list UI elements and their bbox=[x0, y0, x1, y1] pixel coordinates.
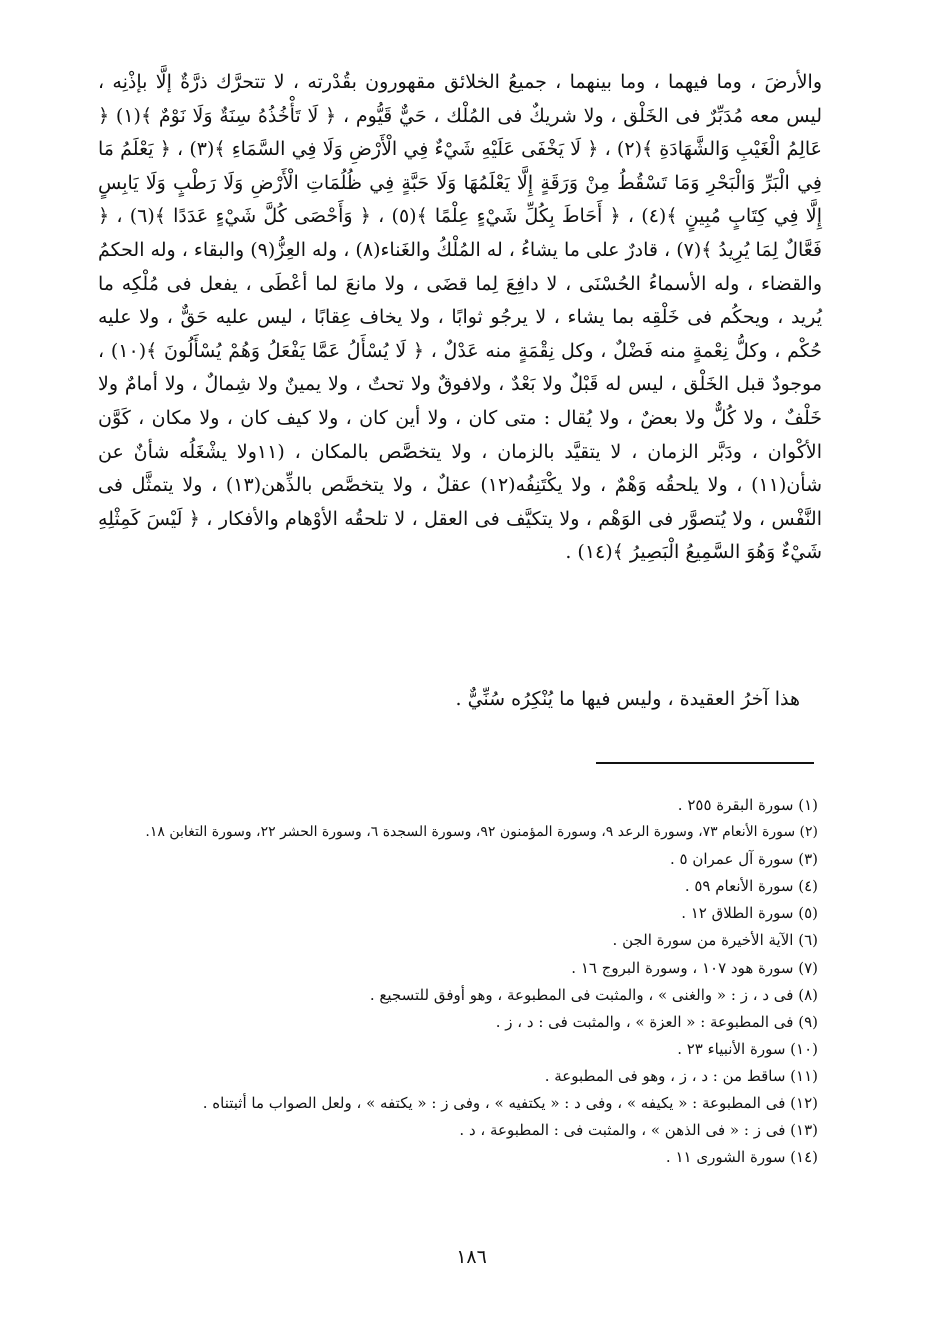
main-text bbox=[98, 66, 822, 570]
footnote-2: (٢) سورة الأنعام ٧٣، وسورة الرعد ٩، وسورة المؤمنون ٩٢، وسورة السجدة ٦، وسورة الحشر ٢٢، وسورة التغابن ١٨. bbox=[145, 824, 818, 841]
closing-line: هذا آخرُ العقيدة ، وليس فيها ما يُنْكِرُه سُنِّيٌّ . bbox=[455, 688, 800, 710]
footnotes bbox=[90, 792, 818, 1171]
footnote-8: (٨) فى د ، ز : « والغنى » ، والمثبت فى المطبوعة ، وهو أوفق للتسجيع . bbox=[369, 985, 818, 1004]
body-paragraph: والأرضَ ، وما فيهما ، وما بينهما ، جميعُ الخلائق مقهورون بقُدْرته ، لا تتحرَّك ذرَّةٌ إلَّا بإذْنِه ، ليس معه مُدَبِّرٌ فى الخَلْق ، ولا شريكٌ فى المُلْك ، حَيٌّ قَيُّوم ، ﴿ لَا تَأْخُذُهُ سِنَةٌ وَلَا نَوْمٌ ﴾(١) ﴿ عَالِمُ الْغَيْبِ وَالشَّهَادَةِ ﴾(٢) ، ﴿ لَا يَخْفَى عَلَيْهِ شَيْءٌ فِي الْأَرْضِ وَلَا فِي السَّمَاءِ ﴾(٣) ، ﴿ يَعْلَمُ مَا فِي الْبَرِّ وَالْبَحْرِ وَمَا تَسْقُطُ مِنْ وَرَقَةٍ إِلَّا يَعْلَمُهَا وَلَا حَبَّةٍ فِي ظُلُمَاتِ الْأَرْضِ وَلَا رَطْبٍ وَلَا يَابِسٍ إِلَّا فِي كِتَابٍ مُبِينٍ ﴾(٤) ، ﴿ أَحَاطَ بِكُلِّ شَيْءٍ عِلْمًا ﴾(٥) ، ﴿ وَأَحْصَى كُلَّ شَيْءٍ عَدَدًا ﴾(٦) ، ﴿ فَعَّالٌ لِمَا يُرِيدُ ﴾(٧) ، قادرٌ على ما يشاءُ ، له المُلْكُ والغَناء(٨) ، وله العِزُّ(٩) والبقاء ، وله الحكمُ والقضاء ، وله الأسماءُ الحُسْنَى ، لا دافِعَ لِما قضَى ، ولا مانعَ لما أعْطَى ، يفعل فى مُلْكِه ما يُريد ، ويحكُم فى خَلْقِه بما يشاء ، لا يرجُو ثوابًا ، ولا يخاف عِقابًا ، ليس عليه حَقٌّ ، ولا عليه حُكْم ، وكلُّ نِعْمةٍ منه فَضْلٌ ، وكل نِقْمَةٍ منه عَدْلٌ ، ﴿ لَا يُسْأَلُ عَمَّا يَفْعَلُ وَهُمْ يُسْأَلُونَ ﴾(١٠) ، موجودٌ قبل الخَلْق ، ليس له قَبْلٌ ولا بَعْدٌ ، ولافوقٌ ولا تحتٌ ، ولا يمينٌ ولا شِمالٌ ، ولا أمامٌ ولا خَلْفٌ ، ولا كُلٌّ ولا بعضٌ ، ولا يُقال : متى كان ، ولا أين كان ، ولا كيف كان ، ولا مكان ، كَوَّن الأكْوان ، ودَبَّر الزمان ، لا يتقيَّد بالزمان ، ولا يتخصَّص بالمكان ، (١١ولا يشْغَلُه شأنٌ عن شأن(١١) ، ولا يلحقُه وَهْمٌ ، ولا يكْتَنِفُه(١٢) عقلٌ ، ولا يتخصَّص بالذِّهن(١٣) ، ولا يتمثَّل فى النَّفْس ، ولا يُتصوَّر فى الوَهْم ، ولا يتكيَّف فى العقل ، لا تلحقُه الأوْهام والأفكار ، ﴿ لَيْسَ كَمِثْلِهِ شَيْءٌ وَهُوَ السَّمِيعُ الْبَصِيرُ ﴾(١٤) . bbox=[98, 71, 823, 564]
footnote-11: (١١) ساقط من : د ، ز ، وهو فى المطبوعة . bbox=[544, 1066, 818, 1085]
footnote-12: (١٢) فى المطبوعة : « يكيفه » ، وفى د : « يكتفيه » ، وفى ز : « يكتفه » ، ولعل الصواب ما أثبتناه . bbox=[202, 1094, 818, 1113]
footnote-1: (١) سورة البقرة ٢٥٥ . bbox=[677, 796, 818, 814]
footnote-14: (١٤) سورة الشورى ١١ . bbox=[665, 1148, 818, 1167]
footnote-5: (٥) سورة الطلاق ١٢ . bbox=[681, 904, 818, 923]
footnote-6: (٦) الآية الأخيرة من سورة الجن . bbox=[612, 931, 818, 950]
footnote-3: (٣) سورة آل عمران ٥ . bbox=[669, 850, 818, 869]
footnote-7: (٧) سورة هود ١٠٧ ، وسورة البروج ١٦ . bbox=[571, 958, 818, 977]
footnote-separator bbox=[596, 762, 814, 764]
page-number: ١٨٦ bbox=[456, 1246, 487, 1268]
footnote-9: (٩) فى المطبوعة : « العزة » ، والمثبت فى : د ، ز . bbox=[495, 1012, 818, 1031]
footnote-13: (١٣) فى ز : « فى الذهن » ، والمثبت فى : المطبوعة ، د . bbox=[459, 1121, 818, 1140]
footnote-4: (٤) سورة الأنعام ٥٩ . bbox=[684, 877, 818, 896]
footnote-10: (١٠) سورة الأنبياء ٢٣ . bbox=[677, 1039, 818, 1058]
